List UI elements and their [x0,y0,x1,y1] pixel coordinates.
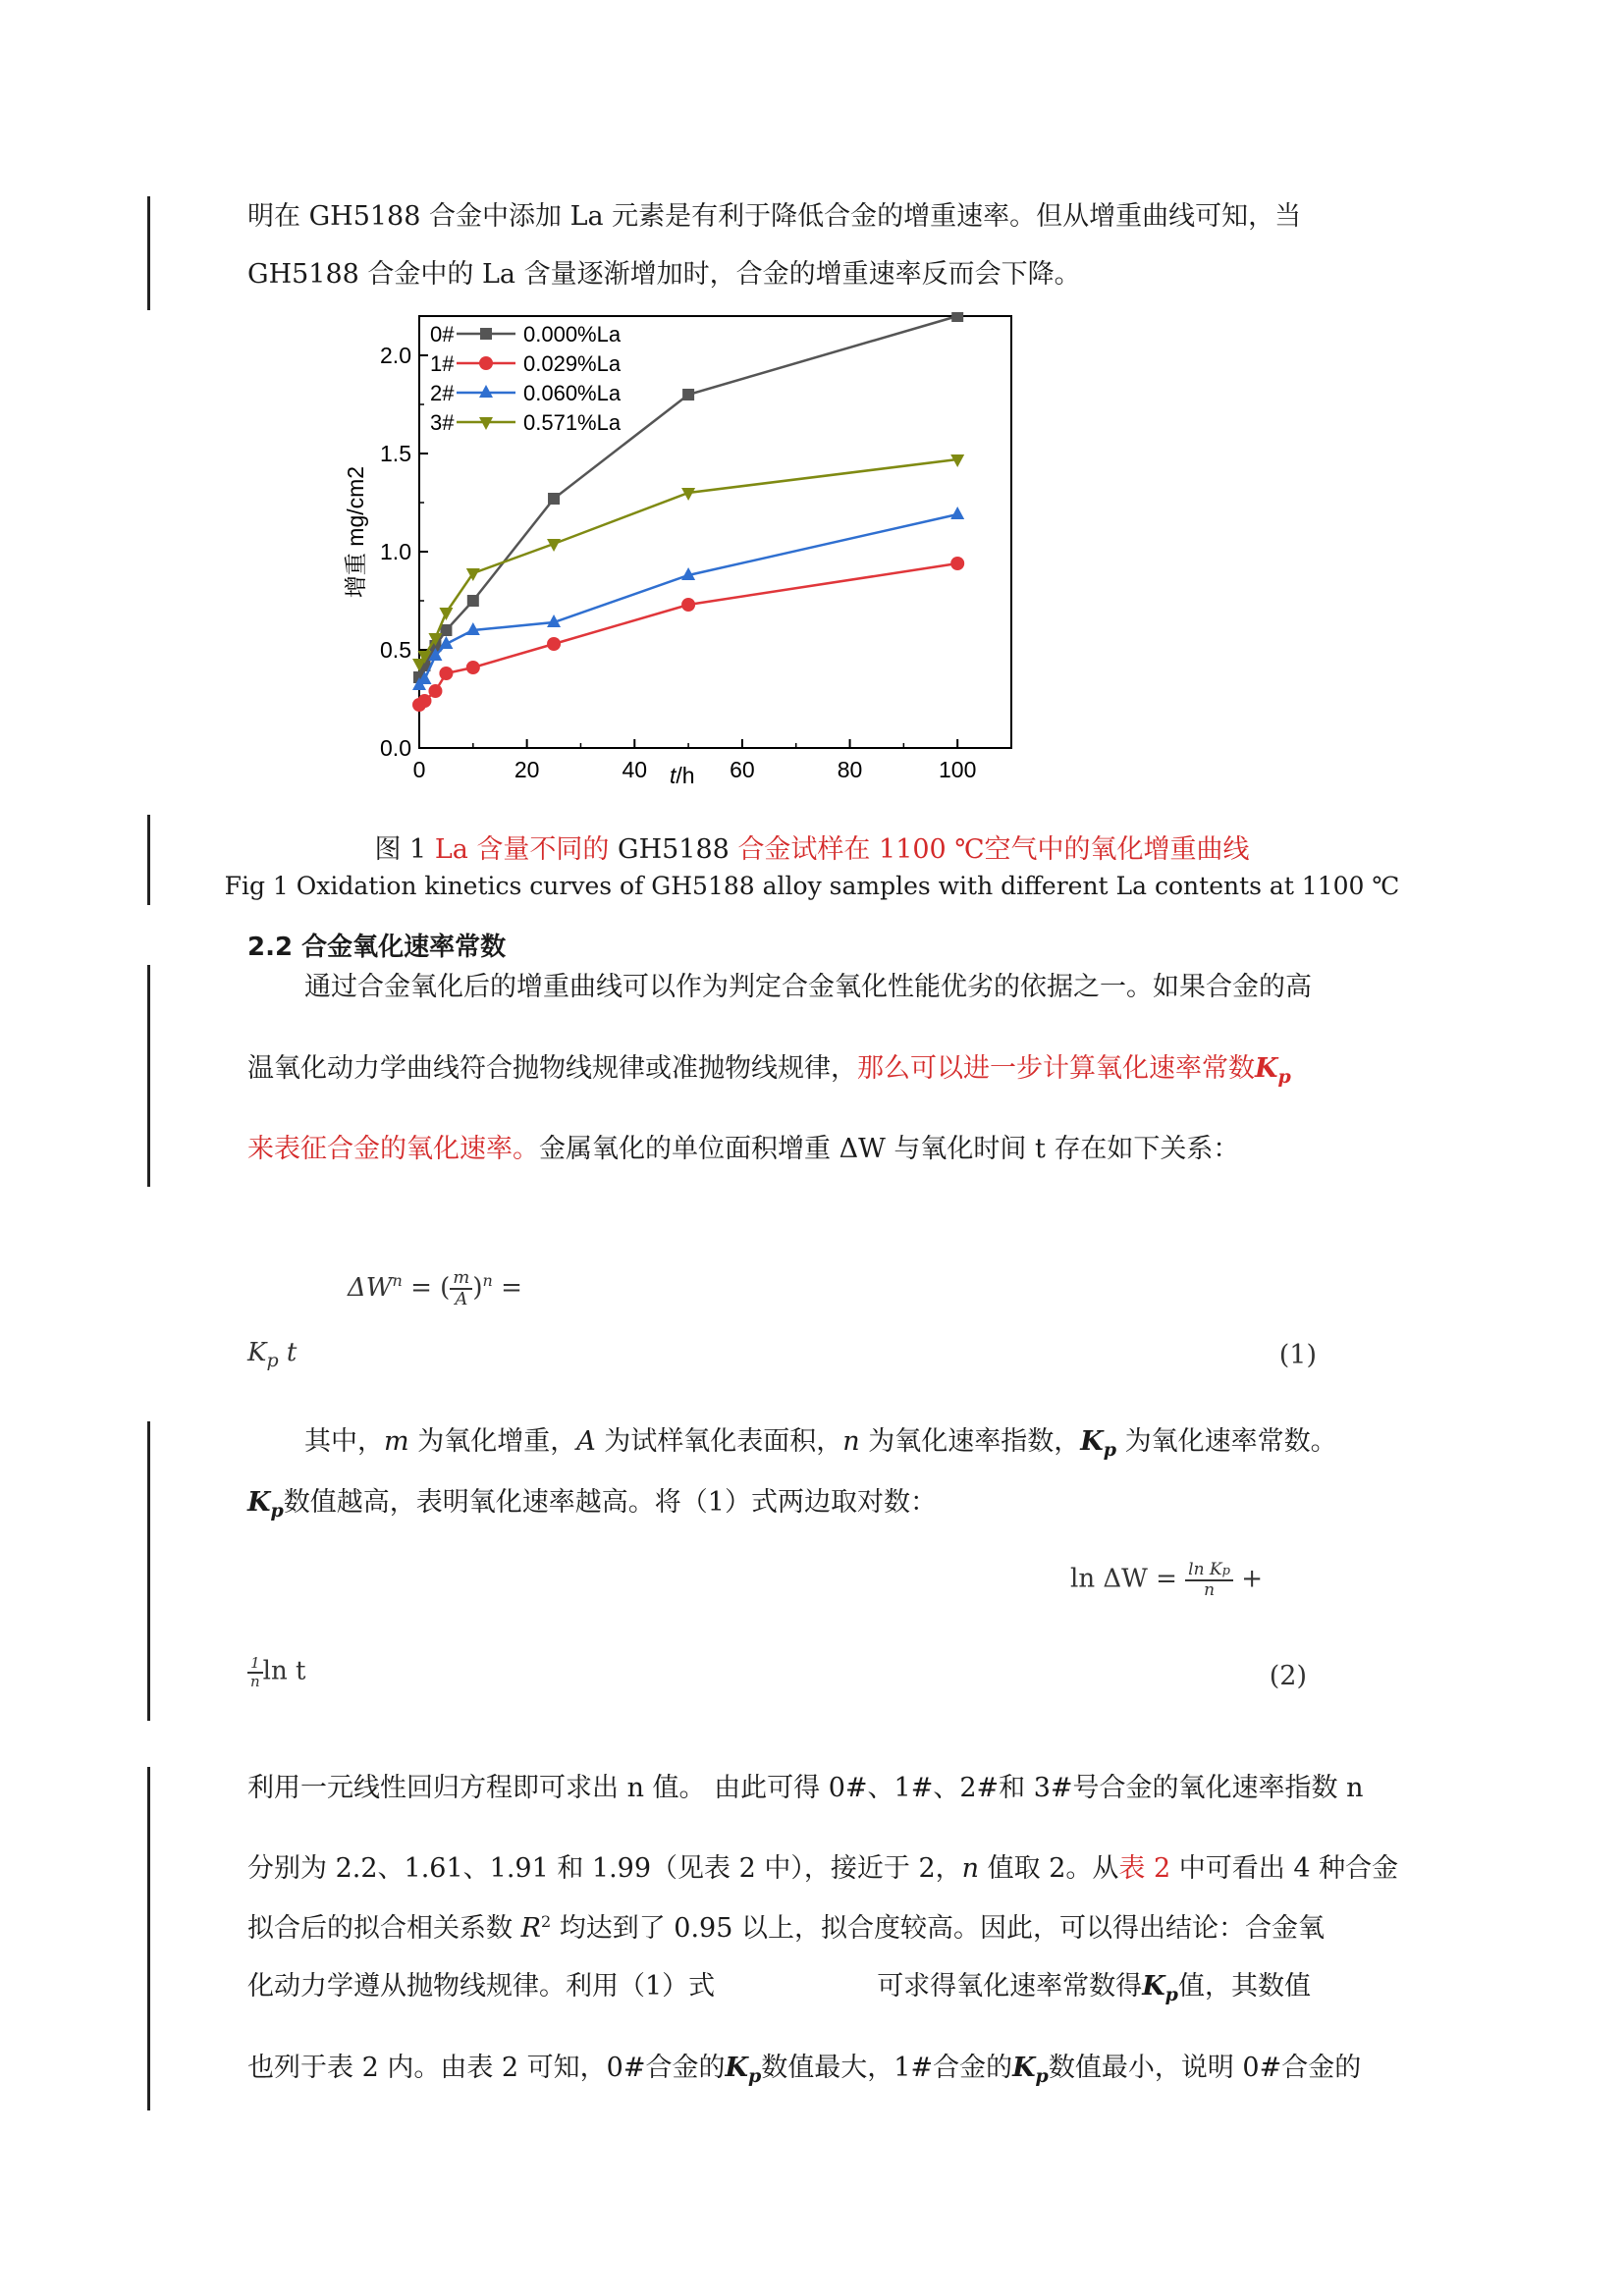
p2-black-2: 金属氧化的单位面积增重 ΔW 与氧化时间 t 存在如下关系： [539,1134,1240,1164]
revision-bar [147,1767,150,2110]
paragraph4-line5: 也列于表 2 内。由表 2 可知，0#合金的$K_p$数值最大，1#合金的$K_p$数值最小，说明 0#合金的 [247,2053,1362,2087]
paragraph3-line2: $K_p$数值越高，表明氧化速率越高。将（1）式两边取对数： [247,1487,937,1522]
data-point [682,389,694,400]
paragraph4-line1: 利用一元线性回归方程即可求出 n 值。 由此可得 0#、1#、2#和 3#号合金的氧化速率指数 n [247,1773,1364,1803]
caption-red-2: 合金试样在 1100 ℃空气中的氧化增重曲线 [737,834,1250,865]
data-point [950,507,964,519]
data-point [479,417,493,430]
x-tick-label: 20 [514,757,540,782]
data-point [440,624,452,636]
data-point [479,356,493,370]
data-point [439,667,453,680]
x-tick-label: 0 [412,757,426,782]
legend-prefix: 0# [430,322,455,347]
paragraph4-line3: 拟合后的拟合相关系数 $R^2$ 均达到了 0.95 以上，拟合度较高。因此，可以得出结论：合金氧 [247,1912,1325,1944]
paragraph4-line4: 化动力学遵从抛物线规律。利用（1）式 可求得氧化速率常数得$K_p$值，其数值 [247,1971,1311,2005]
paragraph2-line2 [247,1055,1388,1087]
equation-1-part2: $K_p$ t [247,1338,298,1371]
kp-symbol: $K_p$ [725,2053,762,2087]
series-line [419,563,957,705]
x-tick-label: 60 [730,757,755,782]
legend-item [430,351,622,376]
y-tick-label: 2.0 [380,343,411,368]
paragraph-intro-line1: 明在 GH5188 合金中添加 La 元素是有利于降低合金的增重速率。但从增重曲线可知，当 [247,201,1302,232]
equation-2-part1: ln ΔW = $\frac{\text{ln Kp}}{n}$ + [1070,1560,1264,1600]
legend-prefix: 1# [430,351,455,376]
kp-symbol: $K_p$ [1142,1971,1178,2005]
data-point [950,557,964,570]
series-layer [412,312,964,712]
legend-item [430,410,622,435]
kp-symbol: $K_p$ [247,1487,284,1522]
legend-label: 0.000%La [523,322,622,347]
paragraph-intro-line2: GH5188 合金中的 La 含量逐渐增加时，合金的增重速率反而会下降。 [247,259,1081,290]
p2-red: 那么可以进一步计算氧化速率常数 [857,1053,1255,1084]
x-tick-label: 40 [622,757,648,782]
legend-prefix: 3# [430,410,455,435]
data-point [951,312,963,322]
paragraph2-line3 [247,1136,1388,1162]
data-point [428,684,442,698]
caption-black: GH5188 [618,834,730,865]
kp-symbol: $K_p$ [1255,1053,1291,1088]
revision-bar [147,965,150,1187]
oxidation-chart [324,312,1031,803]
x-tick-label: 80 [837,757,863,782]
plot-frame [419,316,1011,748]
y-tick-label: 1.5 [380,441,411,466]
legend-label: 0.060%La [523,381,622,405]
kp-symbol: $K_p$ [1080,1426,1117,1461]
figure-label: 图 1 [374,834,427,865]
data-point [548,493,560,505]
section-heading: 2.2 合金氧化速率常数 [247,933,507,962]
revision-bar [147,196,150,310]
data-point [417,694,431,708]
revision-bar [147,1421,150,1721]
legend-item [430,381,622,405]
equation-1-number: (1) [1278,1340,1317,1370]
legend-label: 0.029%La [523,351,622,376]
y-tick-label: 1.0 [380,539,411,564]
y-axis-label: 增重 mg/cm2 [343,465,368,599]
legend-item [430,322,622,347]
data-point [466,661,480,674]
figure-caption-en: Fig 1 Oxidation kinetics curves of GH5188 alloy samples with different La contents at 1100 ℃ [224,872,1400,900]
legend-prefix: 2# [430,381,455,405]
series-3 [412,454,964,671]
data-point [681,598,695,612]
y-tick-label: 0.0 [380,735,411,761]
paragraph3-line1: 其中，m 为氧化增重，A 为试样氧化表面积，n 为氧化速率指数，$K_p$ 为氧化速率常数。 [304,1426,1337,1461]
y-tick-label: 0.5 [380,637,411,663]
data-point [439,608,453,620]
paragraph2-line1: 通过合金氧化后的增重曲线可以作为判定合金氧化性能优劣的依据之一。如果合金的高 [304,972,1312,1002]
data-point [547,637,561,651]
data-point [467,595,479,607]
p2-black: 温氧化动力学曲线符合抛物线规律或准抛物线规律， [247,1053,857,1084]
x-axis-label: t/h [670,763,695,788]
paragraph4-line2: 分别为 2.2、1.61、1.91 和 1.99（见表 2 中），接近于 2，n 值取 2。从表 2 中可看出 4 种合金 [247,1853,1399,1884]
legend-label: 0.571%La [523,410,622,435]
data-point [480,328,492,340]
equation-1-part1: $\Delta W^n$ = ( $\frac{m}{A}$ )$^n$ = [348,1267,522,1309]
figure-caption-cn [0,828,1624,866]
table-ref: 表 2 [1118,1853,1171,1884]
data-point [479,385,493,398]
x-tick-label: 100 [938,757,977,782]
legend [430,322,622,435]
equation-2-number: (2) [1269,1661,1307,1691]
equation-2-part2: $\frac{1}{n}$ ln t [247,1655,305,1689]
caption-red-1: La 含量不同的 [434,834,610,865]
kp-symbol: $K_p$ [1012,2053,1049,2087]
p2-red-2: 来表征合金的氧化速率。 [247,1134,539,1164]
